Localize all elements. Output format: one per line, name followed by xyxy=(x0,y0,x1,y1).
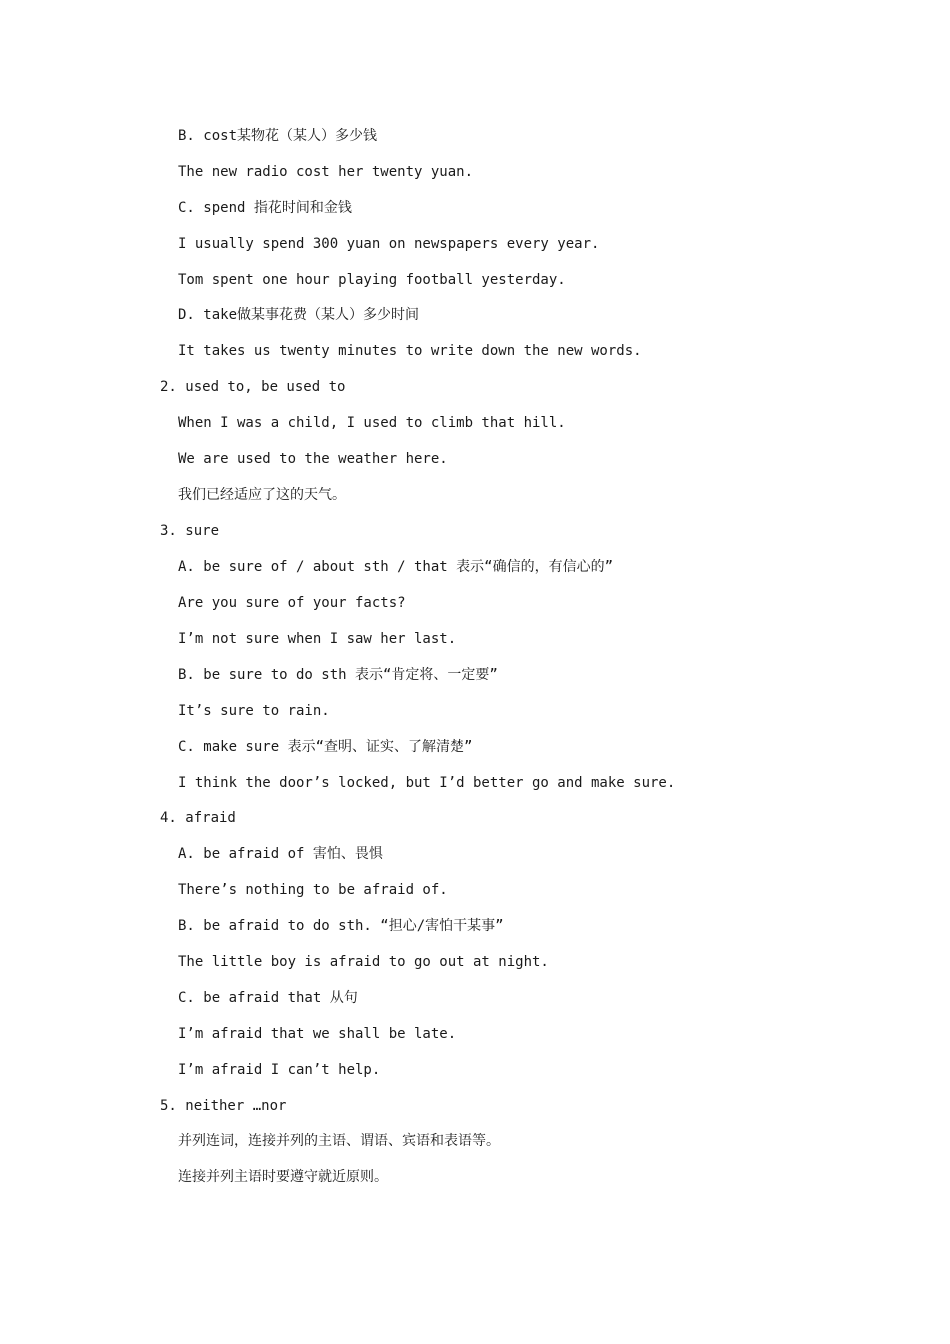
text-line: C. be afraid that 从句 xyxy=(178,990,358,1006)
text-line: C. spend 指花时间和金钱 xyxy=(178,200,352,216)
text-line: I’m afraid that we shall be late. xyxy=(178,1026,457,1042)
text-line: A. be afraid of 害怕、畏惧 xyxy=(178,846,383,862)
text-line: Are you sure of your facts? xyxy=(178,595,406,611)
text-line: 并列连词，连接并列的主语、谓语、宾语和表语等。 xyxy=(178,1133,500,1149)
text-line: 我们已经适应了这的天气。 xyxy=(178,487,346,503)
text-line: B. be afraid to do sth. “担心/害怕干某事” xyxy=(178,918,504,934)
text-line: B. be sure to do sth 表示“肯定将、一定要” xyxy=(178,667,498,683)
section-heading: 4. afraid xyxy=(160,810,236,826)
section-heading: 5. neither …nor xyxy=(160,1098,287,1114)
text-line: There’s nothing to be afraid of. xyxy=(178,882,448,898)
text-line: I’m afraid I can’t help. xyxy=(178,1062,381,1078)
text-line: The new radio cost her twenty yuan. xyxy=(178,164,474,180)
text-line: I’m not sure when I saw her last. xyxy=(178,631,457,647)
text-line: It’s sure to rain. xyxy=(178,703,330,719)
section-heading: 2. used to, be used to xyxy=(160,379,346,395)
text-line: Tom spent one hour playing football yesterday. xyxy=(178,272,566,288)
text-line: The little boy is afraid to go out at night. xyxy=(178,954,549,970)
text-line: I usually spend 300 yuan on newspapers every year. xyxy=(178,236,600,252)
text-line: C. make sure 表示“查明、证实、了解清楚” xyxy=(178,739,473,755)
text-line: A. be sure of / about sth / that 表示“确信的，有信心的” xyxy=(178,559,614,575)
section-heading: 3. sure xyxy=(160,523,220,539)
text-line: It takes us twenty minutes to write down the new words. xyxy=(178,343,642,359)
text-line: We are used to the weather here. xyxy=(178,451,448,467)
text-line: B. cost某物花（某人）多少钱 xyxy=(178,128,378,144)
text-line: When I was a child, I used to climb that hill. xyxy=(178,415,566,431)
text-line: D. take做某事花费（某人）多少时间 xyxy=(178,307,420,323)
text-line: 连接并列主语时要遵守就近原则。 xyxy=(178,1169,388,1185)
text-line: I think the door’s locked, but I’d better go and make sure. xyxy=(178,775,676,791)
